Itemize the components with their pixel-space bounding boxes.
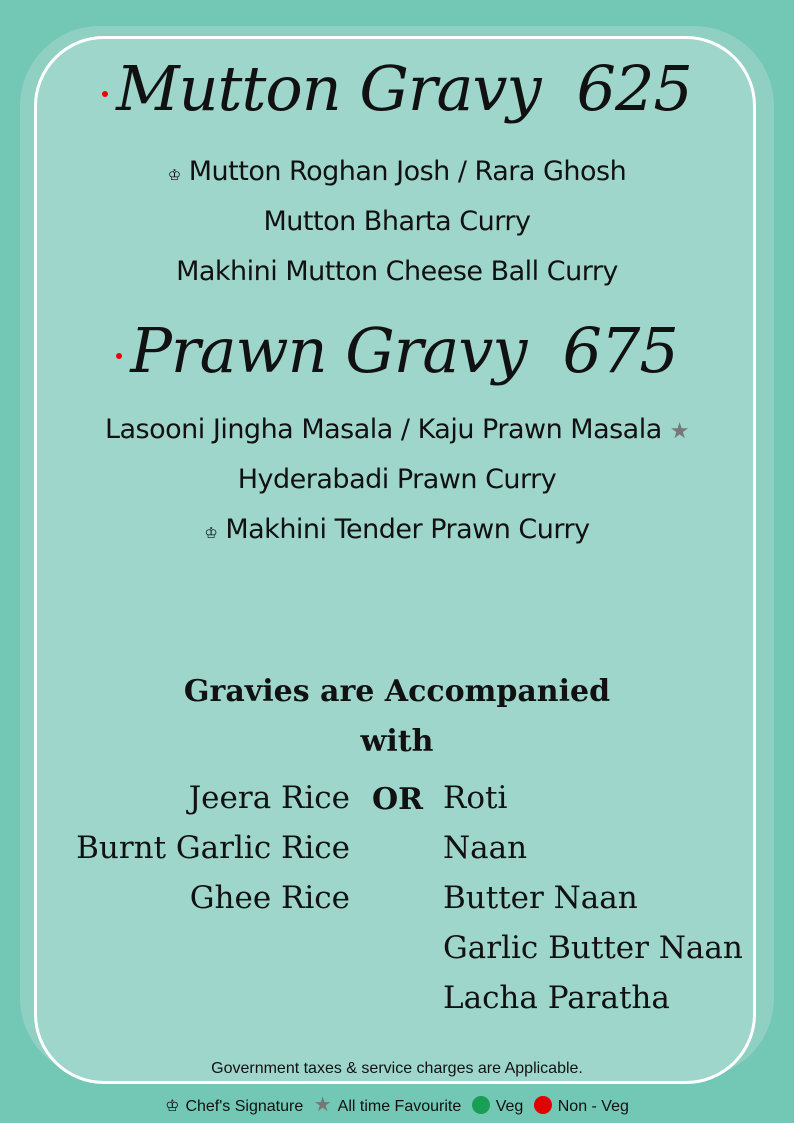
nonveg-dot-icon xyxy=(116,353,122,359)
menu-item: Makhini Mutton Cheese Ball Curry xyxy=(176,256,618,287)
legend-favourite: All time Favourite xyxy=(337,1098,462,1115)
menu-item xyxy=(0,514,794,545)
bread-option: Roti xyxy=(443,780,508,816)
rice-option: Burnt Garlic Rice xyxy=(76,830,350,866)
legend-nonveg: Non - Veg xyxy=(557,1098,629,1115)
item-label: Makhini Tender Prawn Curry xyxy=(225,514,590,545)
section-title: Mutton Gravy xyxy=(116,52,541,125)
nonveg-dot-icon xyxy=(534,1096,552,1114)
star-icon: ★ xyxy=(313,1094,332,1116)
chef-hat-icon: ♔ xyxy=(167,166,181,184)
legend-veg: Veg xyxy=(495,1098,524,1115)
rice-option: Jeera Rice xyxy=(188,780,350,816)
section-heading-prawn xyxy=(0,314,794,387)
section-heading-mutton xyxy=(0,52,794,125)
bread-option: Lacha Paratha xyxy=(443,980,670,1016)
nonveg-dot-icon xyxy=(102,91,108,97)
legend xyxy=(0,1092,794,1117)
section-price: 625 xyxy=(576,52,692,125)
rice-option: Ghee Rice xyxy=(189,880,350,916)
star-icon: ★ xyxy=(669,419,690,444)
accompaniment-heading: Gravies are Accompanied xyxy=(183,674,611,709)
chef-hat-icon: ♔ xyxy=(165,1098,180,1115)
menu-item xyxy=(0,414,794,445)
menu-item: Mutton Bharta Curry xyxy=(263,206,531,237)
bread-option: Garlic Butter Naan xyxy=(443,930,743,966)
chef-hat-icon: ♔ xyxy=(204,524,218,542)
bread-option: Naan xyxy=(443,830,528,866)
accompaniment-heading-2: with xyxy=(360,724,434,759)
section-title: Prawn Gravy xyxy=(130,314,527,387)
item-label: Lasooni Jingha Masala / Kaju Prawn Masala xyxy=(104,414,662,445)
bread-option: Butter Naan xyxy=(443,880,638,916)
section-price: 675 xyxy=(562,314,678,387)
tax-note: Government taxes & service charges are Applicable. xyxy=(211,1060,583,1077)
menu-card xyxy=(34,36,756,1084)
menu-item: Hyderabadi Prawn Curry xyxy=(237,464,557,495)
veg-dot-icon xyxy=(472,1096,490,1114)
or-label: OR xyxy=(372,782,424,817)
item-label: Mutton Roghan Josh / Rara Ghosh xyxy=(188,156,627,187)
menu-item xyxy=(0,156,794,187)
legend-chef: Chef's Signature xyxy=(185,1098,304,1115)
